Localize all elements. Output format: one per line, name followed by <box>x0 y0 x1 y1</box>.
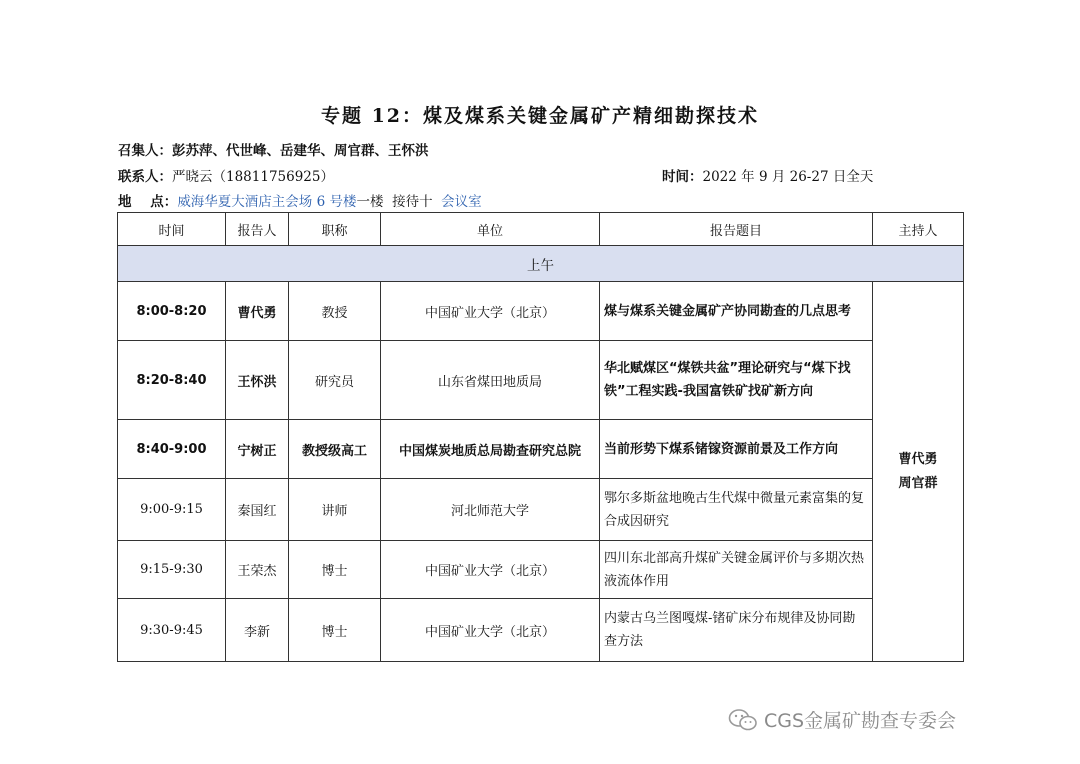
table-row <box>118 420 964 479</box>
row-time: 9:00-9:15 <box>118 479 226 541</box>
host-cell <box>873 282 964 662</box>
table-row <box>118 479 964 541</box>
row-title: 讲师 <box>289 479 381 541</box>
watermark-text: CGS金属矿勘查专委会 <box>764 710 957 732</box>
row-time: 8:40-9:00 <box>118 420 226 479</box>
time-label: 时间： <box>662 169 703 185</box>
row-topic: 四川东北部高升煤矿关键金属评价与多期次热液流体作用 <box>600 541 873 599</box>
row-time: 8:00-8:20 <box>118 282 226 341</box>
row-speaker: 李新 <box>226 599 289 662</box>
row-title: 教授 <box>289 282 381 341</box>
wechat-icon <box>728 708 758 732</box>
row-unit: 山东省煤田地质局 <box>381 341 600 420</box>
row-speaker: 曹代勇 <box>226 282 289 341</box>
header-time: 时间 <box>118 213 226 246</box>
row-title: 博士 <box>289 541 381 599</box>
row-topic: 内蒙古乌兰图嘎煤-锗矿床分布规律及协同勘查方法 <box>600 599 873 662</box>
row-speaker: 王怀洪 <box>226 341 289 420</box>
row-speaker: 宁树正 <box>226 420 289 479</box>
document-title: 专题 12：煤及煤系关键金属矿产精细勘探技术 <box>320 105 760 127</box>
table-header-row <box>118 213 964 246</box>
header-host: 主持人 <box>873 213 964 246</box>
time-value: 2022 年 9 月 26-27 日全天 <box>702 169 874 185</box>
host-name: 周官群 <box>898 475 938 491</box>
row-topic: 煤与煤系关键金属矿产协同勘查的几点思考 <box>600 282 873 341</box>
conveners-value: 彭苏萍、代世峰、岳建华、周官群、王怀洪 <box>172 143 429 159</box>
row-topic: 当前形势下煤系锗镓资源前景及工作方向 <box>600 420 873 479</box>
conveners-line <box>118 139 429 159</box>
header-unit: 单位 <box>381 213 600 246</box>
contact-value: 严晓云（18811756925） <box>172 169 334 185</box>
location-venue: 威海华夏大酒店主会场 6 号楼 <box>177 194 357 210</box>
row-title: 研究员 <box>289 341 381 420</box>
row-unit: 中国矿业大学（北京） <box>381 541 600 599</box>
location-line <box>118 190 482 210</box>
row-unit: 河北师范大学 <box>381 479 600 541</box>
header-speaker: 报告人 <box>226 213 289 246</box>
row-title: 博士 <box>289 599 381 662</box>
location-label: 地 点： <box>118 194 178 210</box>
row-time: 9:15-9:30 <box>118 541 226 599</box>
host-name: 曹代勇 <box>898 451 938 467</box>
row-time: 8:20-8:40 <box>118 341 226 420</box>
row-speaker: 王荣杰 <box>226 541 289 599</box>
row-unit: 中国矿业大学（北京） <box>381 599 600 662</box>
watermark <box>728 706 956 733</box>
row-topic: 鄂尔多斯盆地晚古生代煤中微量元素富集的复合成因研究 <box>600 479 873 541</box>
contact-label: 联系人： <box>118 169 172 185</box>
row-unit: 中国矿业大学（北京） <box>381 282 600 341</box>
header-title: 职称 <box>289 213 381 246</box>
location-floor: 一楼 接待十 <box>356 194 442 210</box>
row-speaker: 秦国红 <box>226 479 289 541</box>
table-row <box>118 282 964 341</box>
location-room: 会议室 <box>441 194 482 210</box>
table-row <box>118 341 964 420</box>
table-row <box>118 599 964 662</box>
contact-line <box>118 165 334 185</box>
time-line <box>662 165 873 185</box>
row-unit: 中国煤炭地质总局勘查研究总院 <box>381 420 600 479</box>
session-row <box>118 246 964 282</box>
schedule-table <box>117 212 964 662</box>
session-label: 上午 <box>118 246 964 282</box>
row-topic: 华北赋煤区“煤铁共盆”理论研究与“煤下找铁”工程实践-我国富铁矿找矿新方向 <box>600 341 873 420</box>
row-time: 9:30-9:45 <box>118 599 226 662</box>
table-row <box>118 541 964 599</box>
header-topic: 报告题目 <box>600 213 873 246</box>
row-title: 教授级高工 <box>289 420 381 479</box>
conveners-label: 召集人： <box>118 143 172 159</box>
